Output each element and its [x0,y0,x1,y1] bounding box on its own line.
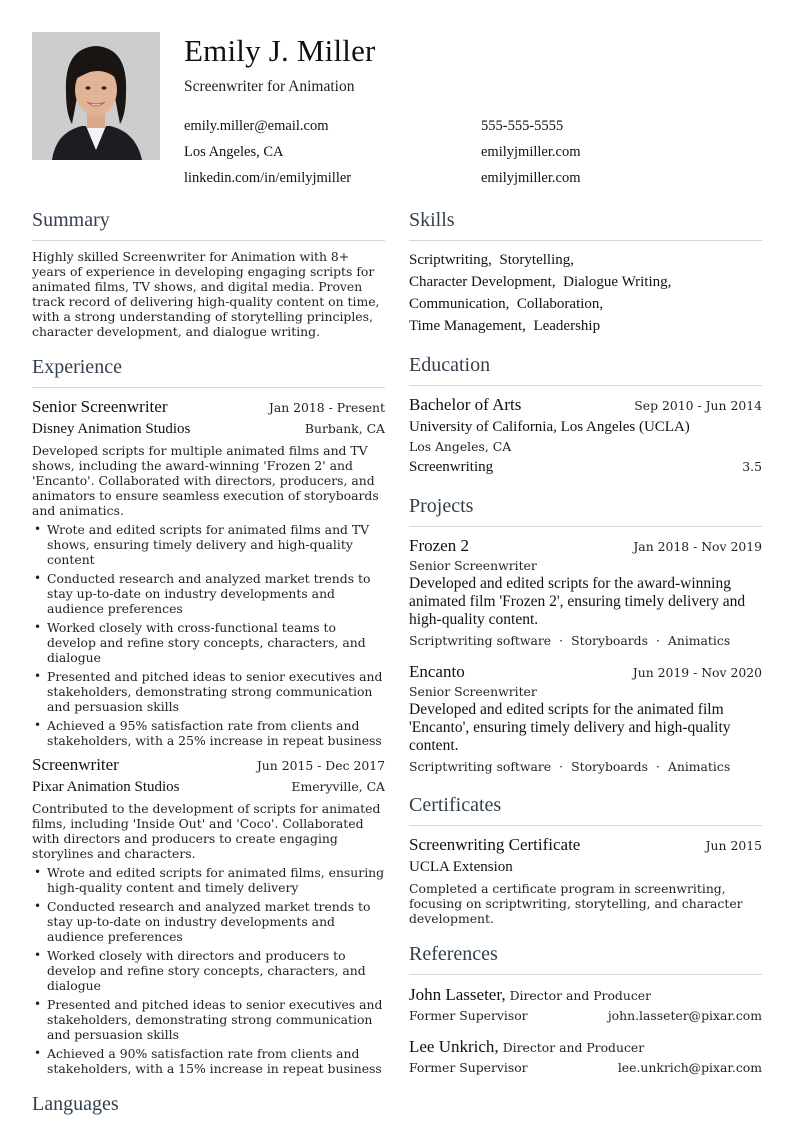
education-heading: Education [409,351,762,386]
bullet-item: • Conducted research and analyzed market trends to stay up-to-date on industry developments and audience preferences [32,899,385,944]
certificate-description: Completed a certificate program in screenwriting, focusing on scriptwriting, storytelling, and character development. [409,881,743,926]
summary-text: Highly skilled Screenwriter for Animation with 8+ years of experience in developing engaging scripts for animated films, TV shows, and digital media. Proven track record of delivering high-quality content on time, with a strong understanding of storytelling principles, character development, and dialogue writing. [32,249,380,339]
bullet-item: • Achieved a 95% satisfaction rate from clients and stakeholders, with a 25% increase in repeat business [32,718,385,748]
reference-entry [409,1035,762,1075]
school: University of California, Los Angeles (UCLA) [409,419,690,435]
bullet-item: • Achieved a 90% satisfaction rate from clients and stakeholders, with a 15% increase in repeat business [32,1046,385,1076]
reference-role: Director and Producer [502,1040,645,1055]
certificate-name: Screenwriting Certificate [409,835,581,854]
left-column [32,206,385,1123]
education-dates: Sep 2010 - Jun 2014 [634,398,762,413]
skills-list [409,249,762,337]
project-tags: Scriptwriting software · Storyboards · Animatics [409,759,731,774]
job-dates: Jan 2018 - Present [268,400,385,415]
project-role: Senior Screenwriter [409,558,537,573]
project-role: Senior Screenwriter [409,684,537,699]
skill-item: Scriptwriting, [409,252,492,268]
project-entry [409,661,762,777]
project-dates: Jun 2019 - Nov 2020 [632,665,762,680]
job-description: Contributed to the development of scripts for animated films, including 'Inside Out' and 'Coco'. Collaborated with directors and producers to create engaging storylines and characters. [32,801,381,861]
reference-name: John Lasseter, [409,985,506,1004]
skill-item: Collaboration, [516,296,604,312]
reference-relation: Former Supervisor [409,1008,528,1023]
languages-heading: Languages [32,1090,385,1123]
right-column [409,206,762,1075]
project-tag: Scriptwriting software [409,633,552,648]
field-of-study: Screenwriting [409,459,494,475]
email-link[interactable]: emily.miller@email.com [184,118,329,134]
candidate-name: Emily J. Miller [184,33,376,68]
job-bullets [32,865,385,1076]
bullet-item: • Conducted research and analyzed market trends to stay up-to-date on industry developments and audience preferences [32,571,385,616]
education-entry [409,394,762,478]
skill-item: Communication, [409,296,510,312]
project-tags: Scriptwriting software · Storyboards · Animatics [409,633,731,648]
bullet-item: • Wrote and edited scripts for animated films, ensuring high-quality content and timely delivery [32,865,385,895]
certificate-entry [409,834,762,926]
linkedin-link[interactable]: linkedin.com/in/emilyjmiller [184,170,352,186]
bullet-item: • Worked closely with cross-functional teams to develop and refine story concepts, characters, and dialogue [32,620,385,665]
job-company: Disney Animation Studios [32,421,191,437]
contact-right [481,113,580,191]
skill-item: Character Development, [409,274,556,290]
project-tag: Storyboards [571,633,648,648]
job-location: Burbank, CA [304,421,385,436]
certificate-issuer: UCLA Extension [409,859,513,875]
job-location: Emeryville, CA [291,779,385,794]
bullet-item: • Presented and pitched ideas to senior executives and stakeholders, demonstrating strong communication and persuasion skills [32,669,385,714]
website-link[interactable]: emilyjmiller.com [481,144,581,160]
reference-email[interactable]: lee.unkrich@pixar.com [617,1060,762,1075]
job-description: Developed scripts for multiple animated films and TV shows, including the award-winning 'Frozen 2' and 'Encanto'. Collaborated with directors, producers, and animators to ensure seamless execution of storyboards and animatics. [32,443,379,518]
job-role: Screenwriter [32,755,119,774]
project-description: Developed and edited scripts for the animated film 'Encanto', ensuring timely delivery and high-quality content. [409,701,731,754]
reference-role: Director and Producer [509,988,652,1003]
bullet-item: • Worked closely with directors and producers to develop and refine story concepts, characters, and dialogue [32,948,385,993]
project-tag: Storyboards [571,759,648,774]
certificate-date: Jun 2015 [705,838,762,853]
skill-item: Time Management, [409,318,526,334]
job-company: Pixar Animation Studios [32,779,180,795]
project-name: Encanto [409,662,465,681]
experience-heading: Experience [32,353,385,388]
job-role: Senior Screenwriter [32,397,168,416]
degree: Bachelor of Arts [409,395,522,414]
reference-email[interactable]: john.lasseter@pixar.com [607,1008,762,1023]
skill-item: Leadership [533,318,601,334]
project-name: Frozen 2 [409,536,469,555]
school-location: Los Angeles, CA [409,439,512,454]
bullet-item: • Wrote and edited scripts for animated films and TV shows, ensuring timely delivery and high-quality content [32,522,385,567]
reference-name: Lee Unkrich, [409,1037,499,1056]
references-heading: References [409,940,762,975]
project-description: Developed and edited scripts for the award-winning animated film 'Frozen 2', ensuring timely delivery and high-quality content. [409,575,746,628]
reference-relation: Former Supervisor [409,1060,528,1075]
profile-photo [32,32,160,160]
project-dates: Jan 2018 - Nov 2019 [633,539,762,554]
skill-item: Storytelling, [499,252,575,268]
project-tag: Animatics [667,759,731,774]
location: Los Angeles, CA [184,144,284,160]
skill-item: Dialogue Writing, [563,274,672,290]
job-bullets [32,522,385,748]
project-entry [409,535,762,651]
contact-left [184,113,351,191]
skills-heading: Skills [409,206,762,241]
job-entry [32,754,385,1076]
phone: 555-555-5555 [481,118,564,134]
website-link-2[interactable]: emilyjmiller.com [481,170,581,186]
candidate-title: Screenwriter for Animation [184,78,355,95]
gpa: 3.5 [742,459,762,474]
project-tag: Animatics [667,633,731,648]
project-tag: Scriptwriting software [409,759,552,774]
reference-entry [409,983,762,1023]
projects-heading: Projects [409,492,762,527]
job-entry [32,396,385,748]
job-dates: Jun 2015 - Dec 2017 [256,758,385,773]
bullet-item: • Presented and pitched ideas to senior executives and stakeholders, demonstrating strong communication and persuasion skills [32,997,385,1042]
summary-heading: Summary [32,206,385,241]
certificates-heading: Certificates [409,791,762,826]
